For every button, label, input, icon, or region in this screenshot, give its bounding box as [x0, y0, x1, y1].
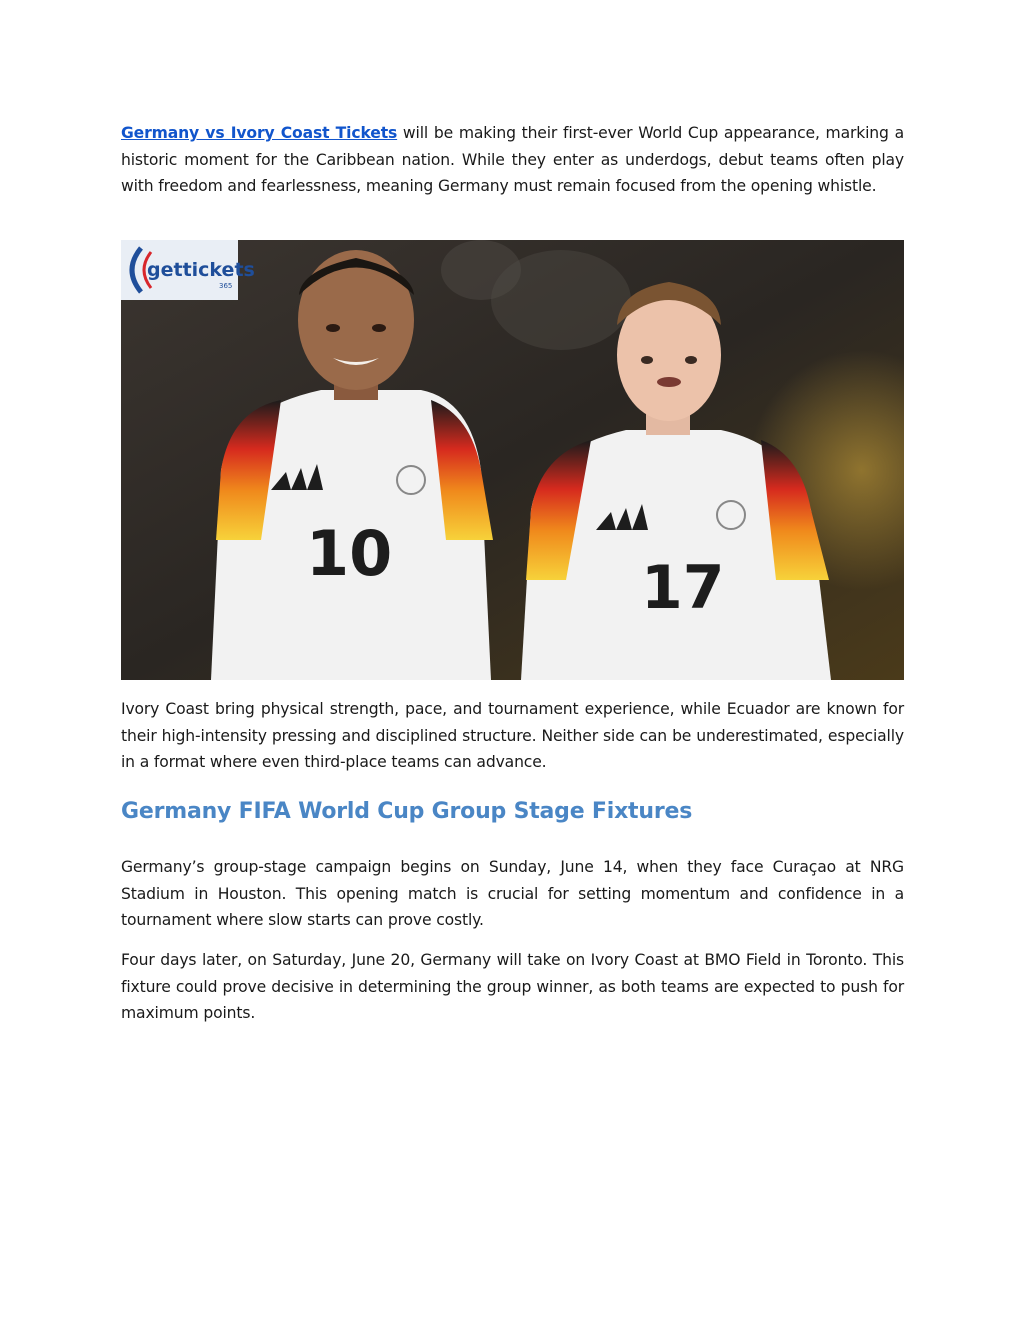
- right-jersey-number: 17: [641, 553, 725, 623]
- gettickets-logo: [121, 240, 255, 300]
- paragraph-ivory-coast: Ivory Coast bring physical strength, pace, and tournament experience, while Ecuador are known for their high-intensity pressing and disciplined structure. Neither side can be underestimated, especially in a format where even third-place teams can advance.: [121, 700, 904, 772]
- paragraph-opening-match: Germany’s group-stage campaign begins on Sunday, June 14, when they face Curaçao at NRG Stadium in Houston. This opening match is crucial for setting momentum and confidence in a tournament where slow starts can prove costly.: [121, 858, 904, 930]
- section-heading: Germany FIFA World Cup Group Stage Fixtures: [121, 799, 693, 824]
- players-photo: [121, 240, 904, 680]
- intro-paragraph: [121, 120, 904, 200]
- intro-paragraph-block: [121, 120, 904, 200]
- paragraph-second-match: Four days later, on Saturday, June 20, Germany will take on Ivory Coast at BMO Field in Toronto. This fixture could prove decisive in determining the group winner, as both teams are expected to push for maximum points.: [121, 951, 904, 1023]
- logo-text: gettickets: [147, 259, 255, 281]
- left-jersey-number: 10: [306, 517, 393, 590]
- intro-text: will be making their first-ever World Cup appearance, marking a historic moment for the Caribbean nation. While they enter as underdogs, debut teams often play with freedom and fearlessness, meaning Germany must remain focused from the opening whistle.: [121, 124, 904, 196]
- logo-subtext: 365: [219, 282, 233, 290]
- tickets-link[interactable]: Germany vs Ivory Coast Tickets: [121, 124, 398, 142]
